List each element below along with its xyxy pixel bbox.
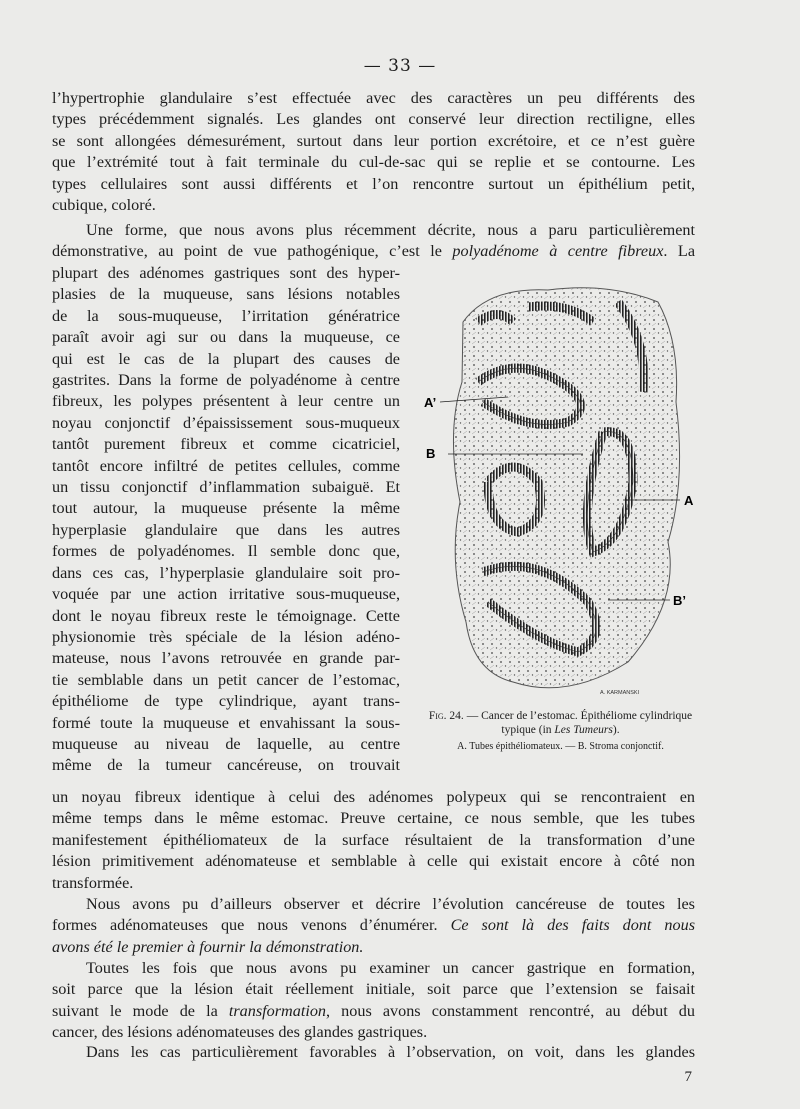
text-line: démonstrative, au point de vue pathogénique, c’est le polyadénome à centre fibreux. La xyxy=(52,242,695,261)
tissue-section-illustration xyxy=(418,282,700,702)
text-line: dont le noyau fibreux reste le témoignage. Cette xyxy=(52,606,400,625)
text-line: plasies de la muqueuse, sans lésions notables xyxy=(52,285,400,304)
text-line: tantôt purement fibreux et comme cicatriciel, xyxy=(52,435,400,454)
text-line: types précédemment signalés. Les glandes ont conservé leur direction rectiligne, elles xyxy=(52,110,695,129)
text-line: types cellulaires sont aussi différents et l’on rencontre surtout un épithélium petit, xyxy=(52,174,695,193)
caption-legend: A. Tubes épithéliomateux. — B. Stroma conjonctif. xyxy=(457,741,664,752)
text-line: muqueuse au niveau de laquelle, au centre xyxy=(52,734,400,753)
text-line: épithéliome de type cylindrique, ayant trans- xyxy=(52,692,400,711)
text-line: que l’extrémité tout à fait terminale du cul-de-sac qui se replie et se contourne. Les xyxy=(52,153,695,172)
text-line: mateuse, nous l’avons retrouvée en grande par- xyxy=(52,649,400,668)
text-line: physionomie très spéciale de la lésion adéno- xyxy=(52,627,400,646)
caption-text: Fig. 24. — Cancer de l’estomac. Épithéliome cylindrique typique (in Les Tumeurs). xyxy=(428,710,693,736)
text-line: formes adénomateuses que nous venons d’énumérer. Ce sont là des faits dont nous xyxy=(52,916,695,935)
text-line: formes de polyadénomes. Il semble donc que, xyxy=(52,542,400,561)
label-a: A xyxy=(684,493,694,508)
text-line: se sont allongées démesurément, surtout dans leur portion excrétoire, et ce n’est guère xyxy=(52,131,695,150)
text-line: soit parce que la lésion était réellement initiale, soit parce que l’extension se faisait xyxy=(52,980,695,999)
text-line: qui est le cas de la plupart des causes de xyxy=(52,349,400,368)
emphasis: polyadénome à centre fibreux xyxy=(452,242,664,261)
text-line: tantôt encore infiltré de petites cellules, comme xyxy=(52,456,400,475)
paragraph-polyadenoma xyxy=(52,220,695,263)
text-line: l’hypertrophie glandulaire s’est effectuée avec des caractères un peu différents des xyxy=(52,89,695,107)
page-number-bottom: 7 xyxy=(684,1069,692,1085)
text-line: Toutes les fois que nous avons pu examiner un cancer gastrique en formation, xyxy=(86,959,695,977)
paragraph-narrow-column xyxy=(52,263,400,777)
text-line: même de la tumeur cancéreuse, on trouvait xyxy=(52,756,400,775)
paragraph-hypertrophy xyxy=(52,88,695,216)
text-line: paraît avoir agi sur ou dans la muqueuse, ce xyxy=(52,328,400,347)
paragraph-fibrous-nucleus xyxy=(52,787,695,894)
text-line: manifestement épithéliomateux de la surface résultaient de la transformation d’une xyxy=(52,830,695,849)
text-line: noyau conjonctif d’épaississement sous-muqueux xyxy=(52,413,400,432)
text-line: cancer, des lésions adénomateuses des glandes gastriques. xyxy=(52,1023,428,1042)
text-line: tout autour, la muqueuse présente la même xyxy=(52,499,400,518)
text-line: formé toute la muqueuse et envahissant la sous- xyxy=(52,713,400,732)
text-line: même temps dans le même estomac. Preuve certaine, ce nous semble, que les tubes xyxy=(52,809,695,828)
page-number-top: — 33 — xyxy=(363,56,437,76)
text-line: fibreux, les polypes présentent à leur centre un xyxy=(52,392,400,411)
text-line: Dans les cas particulièrement favorables à l’observation, on voit, dans les glandes xyxy=(86,1043,695,1061)
text-line: voquée par une action irritative sous-muqueuse, xyxy=(52,585,400,604)
engraver-signature: A. KARMANSKI xyxy=(600,690,640,696)
text-line: de la sous-muqueuse, l’irritation génératrice xyxy=(52,306,400,325)
text-line: un noyau fibreux identique à celui des adénomes polypeux qui se rencontraient en xyxy=(52,788,695,806)
text-line: un tissu conjonctif d’inflammation subaiguë. Et xyxy=(52,478,400,497)
text-line: gastrites. Dans la forme de polyadénome à centre xyxy=(52,371,400,390)
paragraph-observation xyxy=(52,958,695,1044)
label-a-prime: A’ xyxy=(424,395,437,410)
text-line: tie semblable dans un petit cancer de l’estomac, xyxy=(52,670,400,689)
text-line: Une forme, que nous avons plus récemment décrite, nous a paru particulièrement xyxy=(86,221,695,239)
text-line: suivant le mode de la transformation, nous avons constamment rencontré, au début du xyxy=(52,1001,695,1020)
label-b-prime: B’ xyxy=(673,593,686,608)
text-line: Nous avons pu d’ailleurs observer et décrire l’évolution cancéreuse de toutes les xyxy=(86,895,695,913)
text-line: avons été le premier à fournir la démonstration. xyxy=(52,937,364,956)
text-line: transformée. xyxy=(52,873,134,892)
label-b: B xyxy=(426,446,436,461)
text-line: cubique, coloré. xyxy=(52,196,156,215)
text-line: hyperplasie glandulaire que dans les autres xyxy=(52,520,400,539)
paragraph-favorable-cases xyxy=(52,1042,695,1063)
figure-caption xyxy=(418,709,703,754)
text-line: lésion primitivement adénomateuse et semblable à celle qui existait encore à côté non xyxy=(52,852,695,871)
text-line: dans ces cas, l’hyperplasie glandulaire soit pro- xyxy=(52,563,400,582)
paragraph-evolution xyxy=(52,894,695,958)
text-line: plupart des adénomes gastriques sont des hyper- xyxy=(52,264,400,282)
histology-figure xyxy=(418,282,700,702)
